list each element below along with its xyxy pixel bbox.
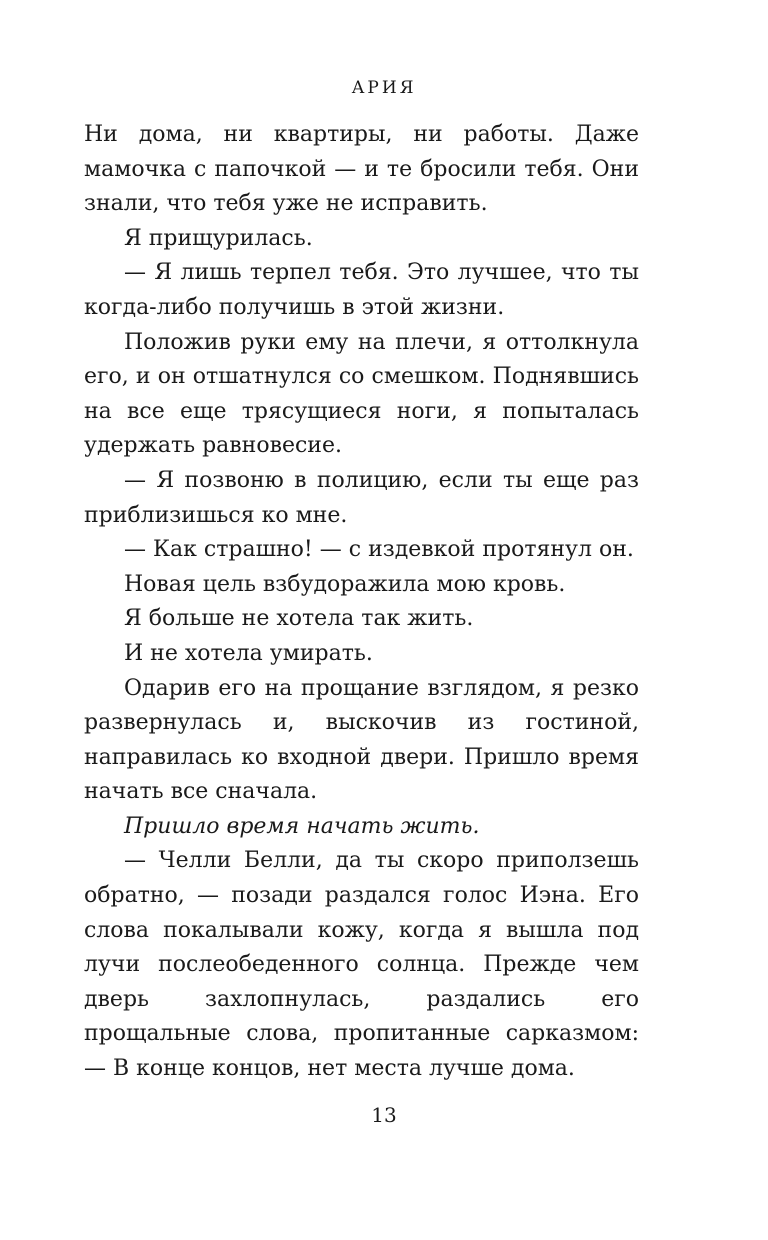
paragraph: — Как страшно! — с издевкой протянул он. <box>124 537 634 563</box>
paragraph: Новая цель взбудоражила мою кровь. <box>124 571 566 597</box>
paragraph: Я больше не хотела так жить. <box>124 606 474 632</box>
paragraph: И не хотела умирать. <box>124 640 373 666</box>
paragraph: Одарив его на прощание взглядом, я резко развернулась и, выскочив из гостиной, направилась ко входной двери. Пришло время начать все сначала. <box>84 675 639 805</box>
body-text <box>84 118 639 1087</box>
paragraph: Я прищурилась. <box>124 225 313 251</box>
paragraph: Положив руки ему на плечи, я оттолкнула его, и он отшатнулся со смешком. Поднявшись на все еще трясущиеся ноги, я попыталась удержать равновесие. <box>84 329 639 459</box>
paragraph: Ни дома, ни квартиры, ни работы. Даже мамочка с папочкой — и те бросили тебя. Они знали, что тебя уже не исправить. <box>84 122 639 217</box>
italic-paragraph: Пришло время начать жить. <box>124 813 480 839</box>
paragraph: — Я позвоню в полицию, если ты еще раз приблизишься ко мне. <box>84 467 639 528</box>
page-number: 13 <box>371 1103 397 1127</box>
paragraph: — Я лишь терпел тебя. Это лучшее, что ты когда-либо получишь в этой жизни. <box>84 260 639 320</box>
paragraph: — Челли Белли, да ты скоро приползешь обратно, — позади раздался голос Иэна. Его слова покалывали кожу, когда я вышла под лучи послеобеденного солнца. Прежде чем дверь захлопнулась, раздались его прощальные слова, пропитанные сарказмом: — В конце концов, нет места лучше дома. <box>84 848 639 1082</box>
running-head: АРИЯ <box>351 78 417 98</box>
